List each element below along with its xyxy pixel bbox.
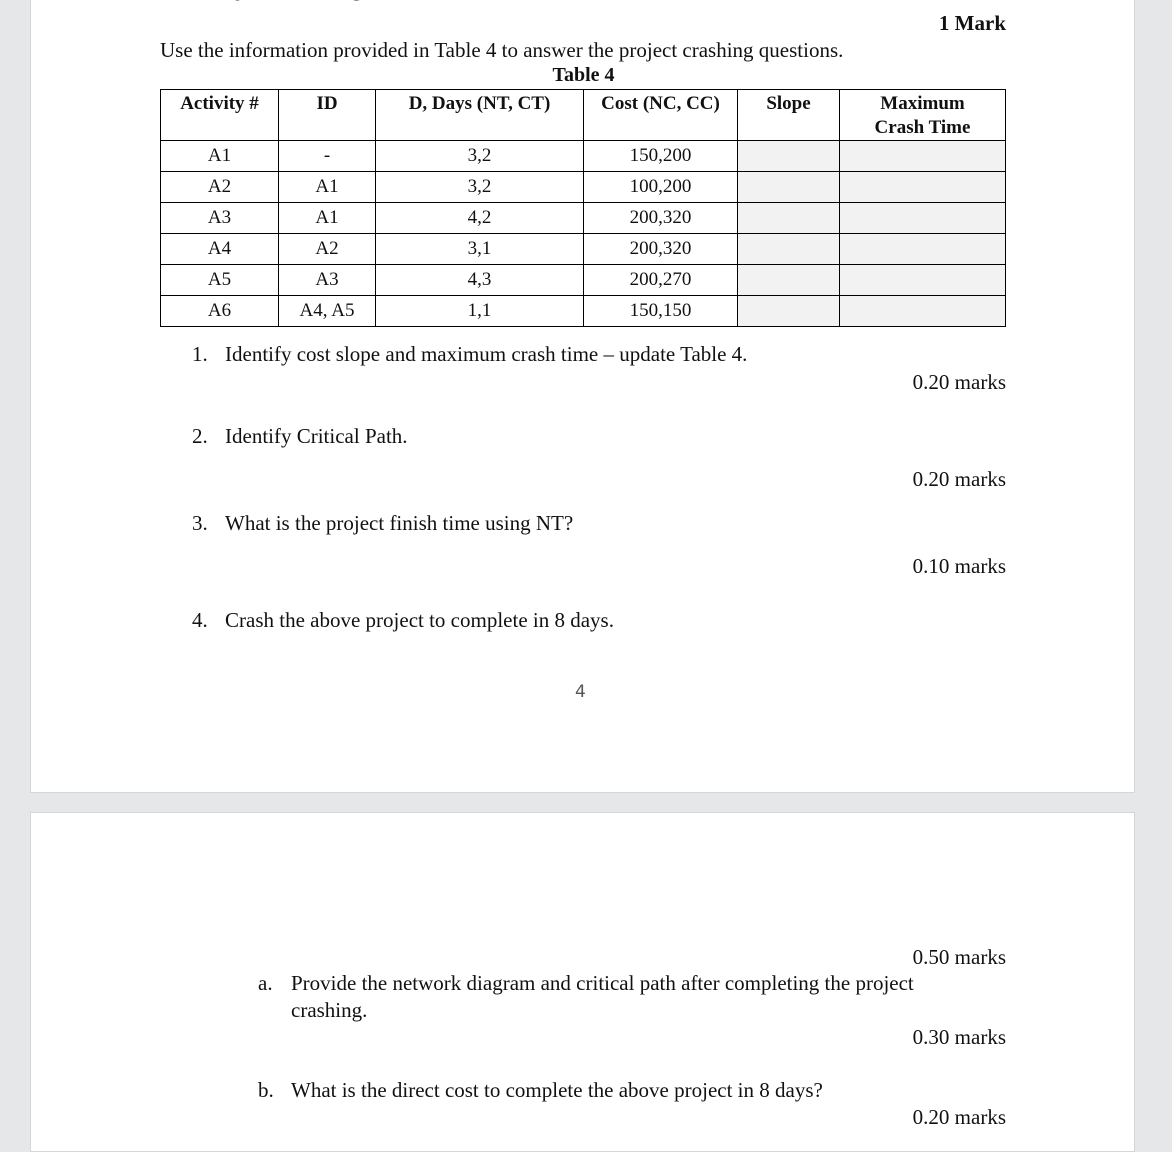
table-cell <box>840 203 1006 234</box>
table-cell: 200,320 <box>584 234 738 265</box>
header-slope: Slope <box>738 90 840 141</box>
table-cell: 3,2 <box>376 141 584 172</box>
page-number: 4 <box>575 682 586 702</box>
table-cell: 4,3 <box>376 265 584 296</box>
question-3-marks: 0.10 marks <box>912 554 1006 578</box>
table-cell: A2 <box>279 234 376 265</box>
table-cell: 200,270 <box>584 265 738 296</box>
table-row <box>161 296 1006 327</box>
table-cell: A2 <box>161 172 279 203</box>
header-days: D, Days (NT, CT) <box>376 90 584 141</box>
question-1: 1. Identify cost slope and maximum crash time – update Table 4. <box>192 342 748 366</box>
table-cell: A3 <box>279 265 376 296</box>
table-cell <box>840 265 1006 296</box>
document-page-2 <box>30 812 1135 1152</box>
question-2: 2. Identify Critical Path. <box>192 424 408 448</box>
table-cell <box>738 265 840 296</box>
table-cell: 4,2 <box>376 203 584 234</box>
table-cell <box>738 234 840 265</box>
table-cell <box>840 172 1006 203</box>
question-2-marks: 0.20 marks <box>912 467 1006 491</box>
sub-question-b-marks: 0.20 marks <box>912 1105 1006 1129</box>
table-header-row <box>161 90 1006 141</box>
table-cell <box>738 296 840 327</box>
table-cell: 3,2 <box>376 172 584 203</box>
document-page-1 <box>30 0 1135 793</box>
table-row <box>161 234 1006 265</box>
table-cell: 200,320 <box>584 203 738 234</box>
table-cell <box>840 141 1006 172</box>
sub-question-a-marks: 0.30 marks <box>912 1025 1006 1049</box>
table-cell <box>840 234 1006 265</box>
table-cell: 100,200 <box>584 172 738 203</box>
header-cost: Cost (NC, CC) <box>584 90 738 141</box>
table-cell: A3 <box>161 203 279 234</box>
table-cell <box>840 296 1006 327</box>
instruction-text: Use the information provided in Table 4 to answer the project crashing questions. <box>160 38 844 62</box>
table-cell <box>738 172 840 203</box>
header-id: ID <box>279 90 376 141</box>
mark-title: 1 Mark <box>938 11 1006 35</box>
question-1-marks: 0.20 marks <box>912 370 1006 394</box>
sub-question-a: a. Provide the network diagram and critical path after completing the project crashing. <box>258 971 914 1022</box>
table-row <box>161 203 1006 234</box>
question-3: 3. What is the project finish time using NT? <box>192 511 574 535</box>
table-cell <box>738 141 840 172</box>
table-cell: - <box>279 141 376 172</box>
table-caption: Table 4 <box>552 64 615 86</box>
table-cell <box>738 203 840 234</box>
table-cell: A4 <box>161 234 279 265</box>
table-cell: A1 <box>279 203 376 234</box>
table-cell: 150,150 <box>584 296 738 327</box>
table-row <box>161 172 1006 203</box>
table-row <box>161 141 1006 172</box>
table-cell: A1 <box>161 141 279 172</box>
table-cell: 150,200 <box>584 141 738 172</box>
table-cell: A6 <box>161 296 279 327</box>
table-4 <box>160 89 1006 327</box>
table-cell: A4, A5 <box>279 296 376 327</box>
question-4-marks: 0.50 marks <box>912 945 1006 969</box>
table-cell: 3,1 <box>376 234 584 265</box>
header-max-crash: Maximum Crash Time <box>840 90 1006 141</box>
header-activity: Activity # <box>161 90 279 141</box>
question-4: 4. Crash the above project to complete in 8 days. <box>192 608 614 632</box>
table-cell: A5 <box>161 265 279 296</box>
table-row <box>161 265 1006 296</box>
table-cell: 1,1 <box>376 296 584 327</box>
table-cell: A1 <box>279 172 376 203</box>
sub-question-b: b. What is the direct cost to complete the above project in 8 days? <box>258 1078 823 1102</box>
